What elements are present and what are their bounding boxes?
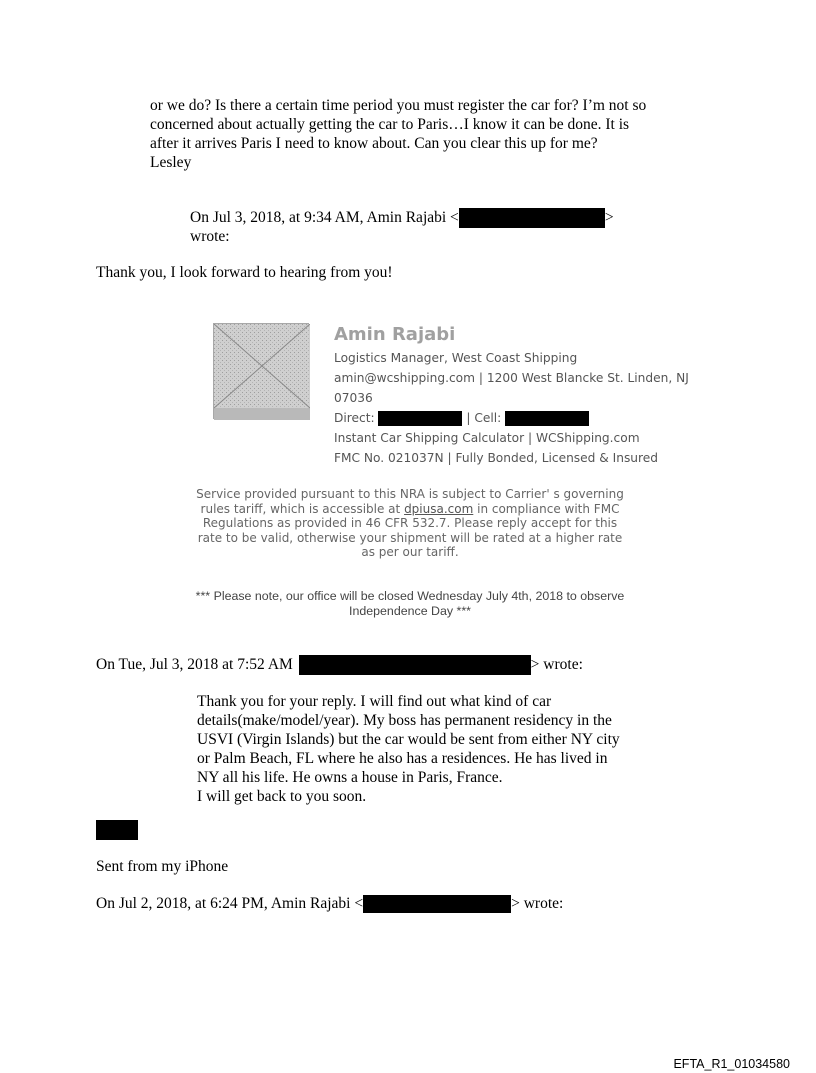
redacted-email: [459, 208, 605, 228]
redacted-email: [363, 895, 511, 913]
document-id: EFTA_R1_01034580: [673, 1057, 790, 1071]
text-line: NY all his life. He owns a house in Paris, France.: [197, 769, 503, 786]
nra-line: as per our tariff.: [361, 545, 459, 560]
text-line: or Palm Beach, FL where he also has a residences. He has lived in: [197, 750, 608, 767]
nra-notice: [150, 487, 670, 560]
signature-calculator-line: Instant Car Shipping Calculator | WCShipping.com: [334, 431, 640, 445]
text-line: Lesley: [150, 154, 192, 171]
quote-header-jul2: [96, 894, 563, 913]
closure-line: *** Please note, our office will be closed Wednesday July 4th, 2018 to observe: [195, 589, 625, 603]
nra-line: Service provided pursuant to this NRA is subject to Carrier' s governing: [196, 487, 624, 501]
direct-label: Direct:: [334, 411, 375, 425]
cell-label: | Cell:: [466, 411, 502, 425]
text-line: I will get back to you soon.: [197, 788, 367, 805]
broken-image-icon: [214, 324, 310, 420]
nra-line: Regulations as provided in 46 CFR 532.7. Please reply accept for this: [202, 516, 618, 531]
signature-fmc-line: FMC No. 021037N | Fully Bonded, Licensed & Insured: [334, 451, 659, 465]
nra-line: rate to be valid, otherwise your shipment will be rated at a higher rate: [197, 530, 623, 545]
quote-header-prefix: On Tue, Jul 3, 2018 at 7:52 AM: [96, 656, 293, 673]
quote-header-wrote: wrote:: [190, 228, 230, 245]
text-line: after it arrives Paris I need to know about. Can you clear this up for me?: [150, 135, 598, 152]
quote-header-suffix: > wrote:: [530, 656, 583, 673]
signature-title: Logistics Manager, West Coast Shipping: [334, 351, 578, 365]
signature-image-placeholder: [213, 323, 309, 419]
quote-header-suffix: >: [604, 209, 614, 226]
signature-contact: amin@wcshipping.com | 1200 West Blancke St. Linden, NJ: [334, 371, 689, 385]
thank-you-line: Thank you, I look forward to hearing from you!: [96, 264, 393, 281]
redacted-sender: [299, 655, 531, 675]
text-line: details(make/model/year). My boss has permanent residency in the: [197, 712, 612, 729]
signature-phones: [334, 408, 689, 428]
nra-line: rules tariff, which is accessible at dpiusa.com in compliance with FMC: [200, 501, 620, 516]
redacted-direct-phone: [378, 411, 462, 426]
signature-zip: 07036: [334, 391, 373, 405]
text-line: Thank you for your reply. I will find out what kind of car: [197, 693, 552, 710]
quote-header-suffix: > wrote:: [511, 895, 564, 912]
dpiusa-link[interactable]: dpiusa.com: [404, 501, 474, 516]
text-line: USVI (Virgin Islands) but the car would be sent from either NY city: [197, 731, 620, 748]
quote-header-prefix: On Jul 3, 2018, at 9:34 AM, Amin Rajabi <: [190, 209, 459, 226]
signature-name: Amin Rajabi: [334, 324, 456, 345]
quote-header-prefix: On Jul 2, 2018, at 6:24 PM, Amin Rajabi <: [96, 895, 364, 912]
quote-header-jul3-752: [96, 655, 583, 675]
top-paragraph: [150, 96, 710, 172]
closure-line: Independence Day ***: [349, 604, 471, 618]
sent-from-line: Sent from my iPhone: [96, 858, 229, 875]
redacted-name: [96, 820, 138, 840]
quote-header-jul3-934: [190, 208, 614, 228]
text-line: or we do? Is there a certain time period you must register the car for? I’m not so: [150, 97, 647, 114]
redacted-cell-phone: [505, 411, 589, 426]
closure-notice: [150, 589, 670, 619]
signature-details: [334, 348, 689, 468]
reply-paragraph: [197, 692, 667, 806]
text-line: concerned about actually getting the car to Paris…I know it can be done. It is: [150, 116, 630, 133]
